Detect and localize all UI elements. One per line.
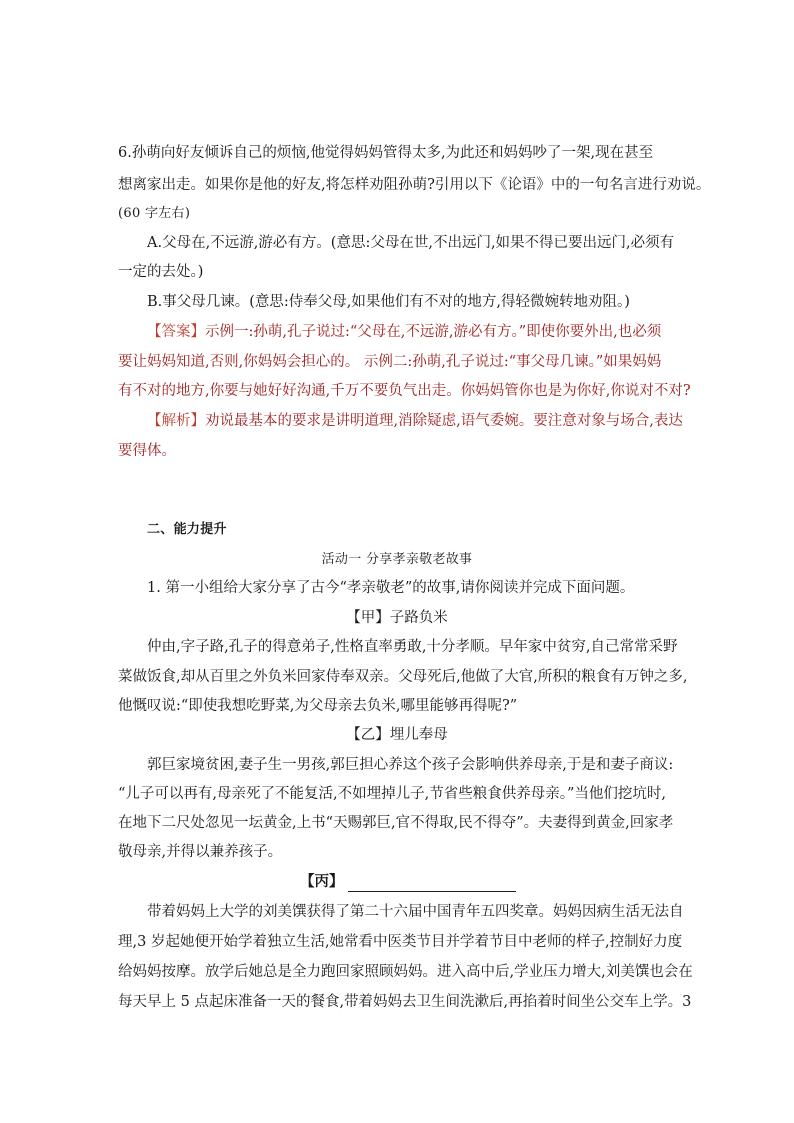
answer-tag: 【答案】: [147, 324, 205, 340]
story-jia-title: 【甲】子路负米: [346, 610, 448, 626]
story-yi-line-2: “儿子可以再有,母亲死了不能复活,不如埋掉儿子,节省些粮食供养母亲。”当他们挖坑时,: [118, 786, 667, 802]
answer-line-2: 要让妈妈知道,否则,你妈妈会担心的。 示例二:孙萌,孔子说过:“事父母几谏。”如果妈妈: [118, 354, 662, 370]
story-bing-line-4: 每天早上 5 点起床准备一天的餐食,带着妈妈去卫生间洗漱后,再掐着时间坐公交车上学。3: [118, 994, 692, 1010]
answer-line-1: [147, 322, 661, 342]
story-bing-line-1: 带着妈妈上大学的刘美馔获得了第二十六届中国青年五四奖章。妈妈因病生活无法自: [147, 904, 684, 920]
section-heading: 二、能力提升: [147, 522, 227, 537]
story-yi-line-4: 敬母亲,并得以兼养孩子。: [118, 844, 283, 860]
analysis-line-2: 要得体。: [118, 443, 176, 459]
answer-line-3: 有不对的地方,你要与她好好沟通,千万不要负气出走。你妈妈管你也是为你好,你说对不对?: [118, 383, 691, 399]
story-jia-line-3: 他慨叹说:“即使我想吃野菜,为父母亲去负米,哪里能够再得呢?”: [118, 698, 518, 714]
option-a-line-1: A.父母在,不远游,游必有方。(意思:父母在世,不出远门,如果不得已要出远门,必须有: [147, 235, 675, 251]
answer-text-1: 示例一:孙萌,孔子说过:“父母在,不远游,游必有方。”即使你要外出,也必须: [205, 324, 662, 340]
question-6-word-count: (60 字左右): [118, 206, 191, 221]
story-bing-title: [300, 872, 516, 892]
analysis-text-1: 劝说最基本的要求是讲明道理,消除疑虑,语气委婉。要注意对象与场合,表达: [205, 413, 683, 429]
activity-title: 活动一 分享孝亲敬老故事: [321, 552, 473, 567]
story-yi-line-1: 郭巨家境贫困,妻子生一男孩,郭巨担心养这个孩子会影响供养母亲,于是和妻子商议:: [147, 757, 674, 773]
analysis-line-1: [147, 411, 683, 431]
option-b: B.事父母几谏。(意思:侍奉父母,如果他们有不对的地方,得轻微婉转地劝阻。): [147, 294, 630, 310]
question-6-line-1: 6.孙萌向好友倾诉自己的烦恼,他觉得妈妈管得太多,为此还和妈妈吵了一架,现在甚至: [118, 145, 654, 161]
story-bing-line-3: 给妈妈按摩。放学后她总是全力跑回家照顾妈妈。进入高中后,学业压力增大,刘美馔也会在: [118, 964, 693, 980]
question-6-line-2: 想离家出走。如果你是他的好友,将怎样劝阻孙萌?引用以下《论语》中的一句名言进行劝说。: [118, 177, 711, 193]
story-yi-line-3: 在地下二尺处忽见一坛黄金,上书“天赐郭巨,官不得取,民不得夺”。夫妻得到黄金,回家孝: [118, 815, 674, 831]
question-1: 1. 第一小组给大家分享了古今“孝亲敬老”的故事,请你阅读并完成下面问题。: [147, 580, 635, 596]
story-jia-line-1: 仲由,字子路,孔子的得意弟子,性格直率勇敢,十分孝顺。早年家中贫穷,自己常常采野: [147, 639, 678, 655]
story-bing-label: 【丙】: [300, 873, 344, 890]
option-a-line-2: 一定的去处。): [118, 264, 204, 280]
story-yi-title: 【乙】埋儿奉母: [346, 727, 448, 743]
title-blank-line[interactable]: [348, 875, 516, 892]
story-jia-line-2: 菜做饭食,却从百里之外负米回家侍奉双亲。父母死后,他做了大官,所积的粮食有万钟之多,: [118, 669, 688, 685]
analysis-tag: 【解析】: [147, 413, 205, 429]
story-bing-line-2: 理,3 岁起她便开始学着独立生活,她常看中医类节目并学着节目中老师的样子,控制好力度: [118, 934, 683, 950]
